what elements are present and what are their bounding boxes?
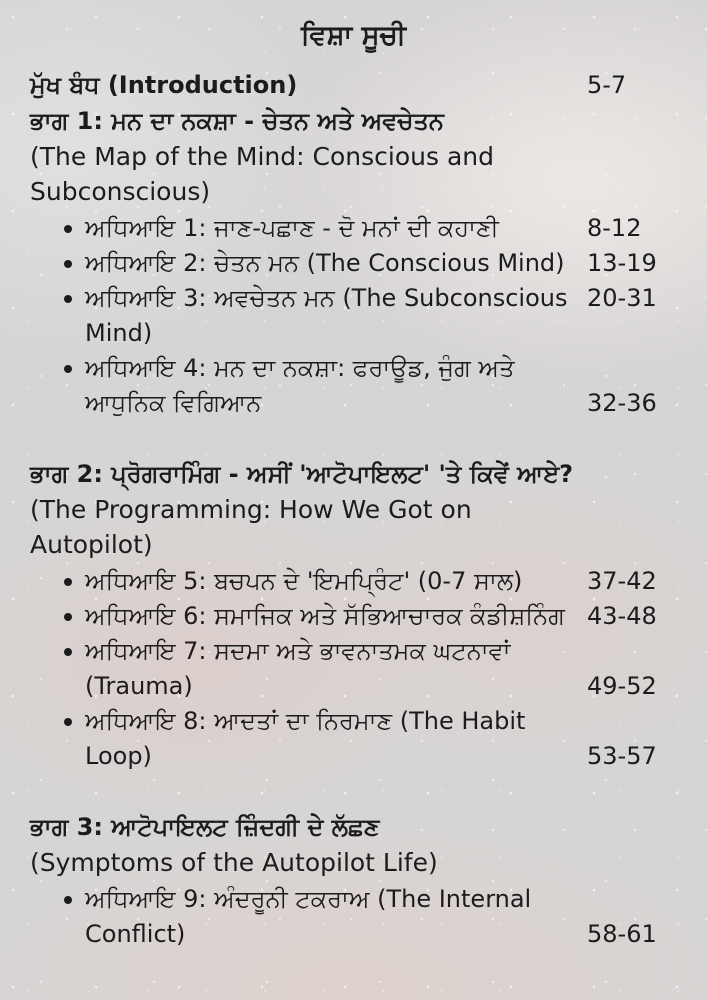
chapter-title: ਅਧਿਆਇ 4: ਮਨ ਦਾ ਨਕਸ਼ਾ: ਫਰਾਊਡ, ਜੁੰਗ ਅਤੇ ਆਧੁਨਿਕ ਵਿਗਿਆਨ [85, 354, 515, 417]
chapter-title: ਅਧਿਆਇ 2: ਚੇਤਨ ਮਨ (The Conscious Mind) [85, 249, 565, 277]
part-2-subtitle: (The Programming: How We Got on Autopilot) [30, 495, 472, 559]
intro-row [30, 68, 707, 103]
page-title: ਵਿਸ਼ਾ ਸੂਚੀ [300, 20, 406, 51]
chapter-item [60, 351, 707, 421]
part-3-heading: ਭਾਗ 3: ਆਟੋਪਾਇਲਟ ਜ਼ਿੰਦਗੀ ਦੇ ਲੱਛਣ [30, 813, 380, 841]
part-3-section [30, 809, 707, 952]
chapter-item [60, 599, 707, 634]
chapter-pages: 13-19 [587, 249, 657, 277]
chapter-pages: 53-57 [587, 742, 657, 770]
chapter-item [60, 211, 707, 246]
part-1-heading: ਭਾਗ 1: ਮਨ ਦਾ ਨਕਸ਼ਾ - ਚੇਤਨ ਅਤੇ ਅਵਚੇਤਨ [30, 107, 444, 135]
bullet-icon [64, 260, 72, 268]
chapter-title: ਅਧਿਆਇ 8: ਆਦਤਾਂ ਦਾ ਨਿਰਮਾਣ (The Habit Loop) [85, 707, 526, 770]
chapter-title: ਅਧਿਆਇ 3: ਅਵਚੇਤਨ ਮਨ (The Subconscious Mind) [85, 284, 568, 347]
chapter-item [60, 882, 707, 952]
chapter-title: ਅਧਿਆਇ 5: ਬਚਪਨ ਦੇ 'ਇਮਪ੍ਰਿੰਟ' (0-7 ਸਾਲ) [85, 567, 523, 595]
bullet-icon [64, 648, 72, 656]
bullet-icon [64, 295, 72, 303]
chapter-pages: 32-36 [587, 389, 657, 417]
bullet-icon [64, 896, 72, 904]
chapter-item [60, 634, 707, 704]
chapter-pages: 49-52 [587, 672, 657, 700]
part-2-chapter-list [30, 564, 707, 774]
part-3-chapter-list [30, 882, 707, 952]
bullet-icon [64, 613, 72, 621]
chapter-title: ਅਧਿਆਇ 1: ਜਾਣ-ਪਛਾਣ - ਦੋ ਮਨਾਂ ਦੀ ਕਹਾਣੀ [85, 214, 499, 242]
intro-pages: 5-7 [587, 71, 627, 99]
chapter-pages: 43-48 [587, 602, 657, 630]
bullet-icon [64, 365, 72, 373]
part-1-section [30, 103, 707, 421]
part-2-heading: ਭਾਗ 2: ਪ੍ਰੋਗਰਾਮਿੰਗ - ਅਸੀਂ 'ਆਟੋਪਾਇਲਟ' 'ਤੇ ਕਿਵੇਂ ਆਏ? [30, 460, 574, 488]
part-1-chapter-list [30, 211, 707, 421]
chapter-item [60, 281, 707, 351]
chapter-title: ਅਧਿਆਇ 7: ਸਦਮਾ ਅਤੇ ਭਾਵਨਾਤਮਕ ਘਟਨਾਵਾਂ (Trauma) [85, 637, 511, 700]
intro-label: ਮੁੱਖ ਬੰਧ (Introduction) [30, 71, 298, 99]
bullet-icon [64, 225, 72, 233]
chapter-item [60, 564, 707, 599]
chapter-title: ਅਧਿਆਇ 6: ਸਮਾਜਿਕ ਅਤੇ ਸੱਭਿਆਚਾਰਕ ਕੰਡੀਸ਼ਨਿੰਗ [85, 602, 565, 630]
chapter-pages: 37-42 [587, 567, 657, 595]
part-3-subtitle: (Symptoms of the Autopilot Life) [30, 848, 438, 877]
part-1-subtitle: (The Map of the Mind: Conscious and Subconscious) [30, 142, 494, 206]
bullet-icon [64, 578, 72, 586]
chapter-item [60, 246, 707, 281]
chapter-title: ਅਧਿਆਇ 9: ਅੰਦਰੂਨੀ ਟਕਰਾਅ (The Internal Conflict) [85, 885, 532, 948]
chapter-pages: 20-31 [587, 284, 657, 312]
chapter-pages: 8-12 [587, 214, 642, 242]
chapter-pages: 58-61 [587, 920, 657, 948]
bullet-icon [64, 718, 72, 726]
chapter-item [60, 704, 707, 774]
part-2-section [30, 456, 707, 774]
